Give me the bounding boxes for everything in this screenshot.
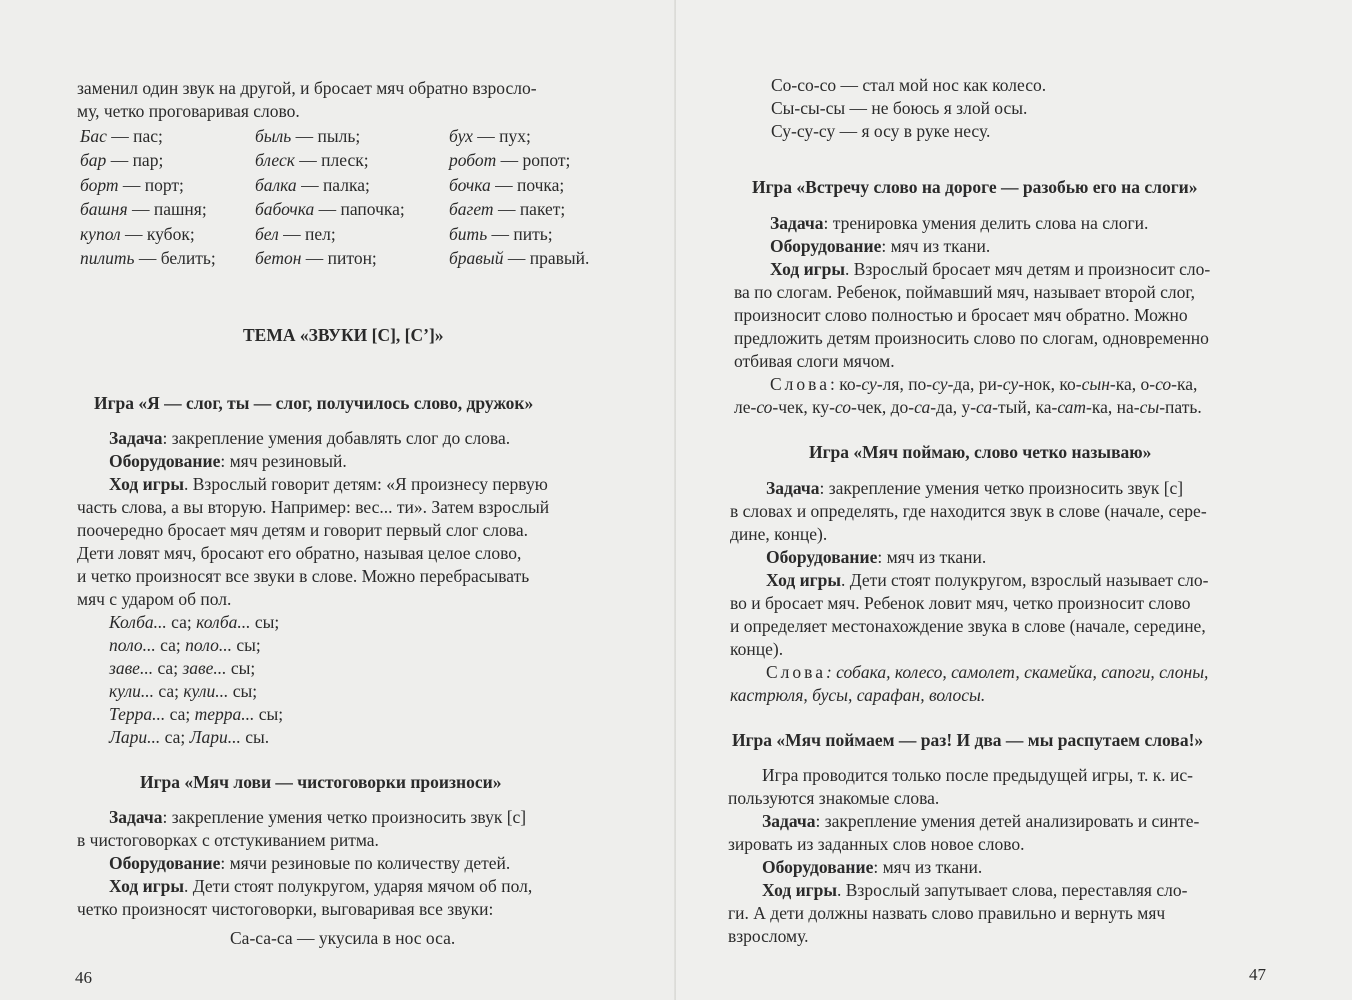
game5-course-line-3: взрослому. — [728, 926, 809, 946]
game5-task-line-2: зировать из заданных слов новое слово. — [728, 834, 1025, 854]
course-label: Ход игры — [109, 474, 184, 494]
game2-task-line-1: Задача: закрепление умения четко произносить звук [с] — [109, 807, 527, 827]
game4-course-line-4: конце). — [730, 639, 784, 659]
game4-words-line-2: кастрюля, бусы, сарафан, волосы. — [730, 685, 986, 705]
game4-words-line-1: Слова: собака, колесо, самолет, скамейка, сапоги, слоны, — [766, 662, 1209, 682]
example-line: Терра... са; терра... сы; — [109, 704, 284, 724]
example-line: Колба... са; колба... сы; — [109, 612, 280, 632]
game2-course-line-2: четко произносят чистоговорки, выговаривая все звуки: — [77, 899, 494, 919]
game1-title: Игра «Я — слог, ты — слог, получилось слово, дружок» — [94, 393, 534, 413]
game1-course-line-6: мяч с ударом об пол. — [77, 589, 232, 609]
word-pair: борт — порт; — [80, 174, 184, 195]
word-pair: блеск — плеск; — [255, 150, 369, 171]
game5-course-line-2: ги. А дети должны назвать слово правильно и вернуть мяч — [728, 903, 1166, 923]
word-pair: балка — палка; — [255, 174, 370, 195]
game1-course-line-5: и четко произносят все звуки в слове. Можно перебрасывать — [77, 566, 530, 586]
game5-task-line-1: Задача: закрепление умения детей анализировать и синте- — [762, 811, 1200, 831]
game3-title: Игра «Встречу слово на дороге — разобью его на слоги» — [752, 177, 1198, 197]
game3-course-line-4: предложить детям произносить слово по слогам, одновременно — [734, 328, 1209, 348]
task-label: Задача — [109, 428, 163, 448]
word-pairs-column-3 — [449, 124, 589, 270]
game5-title: Игра «Мяч поймаем — раз! И два — мы распутаем слова!» — [732, 730, 1204, 750]
game3-equipment: Оборудование: мяч из ткани. — [770, 236, 991, 256]
game4-course-line-1: Ход игры. Дети стоят полукругом, взрослый называет сло- — [766, 570, 1209, 590]
game3-course-line-2: ва по слогам. Ребенок, поймавший мяч, называет второй слог, — [734, 282, 1195, 302]
game1-course-line-1 — [109, 473, 548, 496]
game1-equipment — [109, 450, 347, 473]
words-list: : ко-су-ля, по-су-да, ри-су-нок, ко-сын-ка, о-со-ка, — [829, 374, 1198, 394]
game5-intro-line-2: пользуются знакомые слова. — [728, 788, 940, 808]
game3-course-line-5: отбивая слоги мячом. — [734, 351, 895, 371]
word-pair: бочка — почка; — [449, 174, 565, 195]
game5-equipment: Оборудование: мяч из ткани. — [762, 857, 983, 877]
right-page — [676, 0, 1352, 1000]
game4-course-line-2: во и бросает мяч. Ребенок ловит мяч, четко произносит слово — [730, 593, 1191, 613]
example-line: Лари... са; Лари... сы. — [109, 727, 270, 747]
word-pair: бетон — питон; — [255, 248, 377, 269]
game5-course-line-1: Ход игры. Взрослый запутывает слова, переставляя сло- — [762, 880, 1188, 900]
word-pair: бравый — правый. — [449, 248, 590, 269]
words-label: Слова — [770, 374, 830, 394]
word-pair: Бас — пас; — [80, 126, 163, 146]
verse-line-1: Со-со-со — стал мой нос как колесо. — [771, 75, 1047, 95]
example-line: заве... са; заве... сы; — [109, 658, 256, 678]
game3-course-line-1: Ход игры. Взрослый бросает мяч детям и произносит сло- — [770, 259, 1211, 279]
game1-course-line-2: часть слова, а вы вторую. Например: вес... ти». Затем взрослый — [77, 497, 550, 517]
game2-verse: Са-са-са — укусила в нос оса. — [230, 928, 456, 948]
word-pair: бух — пух; — [449, 126, 531, 146]
game4-title: Игра «Мяч поймаю, слово четко называю» — [809, 442, 1152, 462]
word-pairs-column-2 — [255, 124, 405, 270]
game2-title: Игра «Мяч лови — чистоговорки произноси» — [140, 772, 502, 792]
example-line: поло... са; поло... сы; — [109, 635, 261, 655]
example-line: кули... са; кули... сы; — [109, 681, 258, 701]
game4-course-line-3: и определяет местонахождение звука в слове (начале, середине, — [730, 616, 1206, 636]
word-pair: бабочка — папочка; — [255, 199, 405, 220]
page-number-right: 47 — [1249, 965, 1266, 984]
word-pair: пилить — белить; — [80, 248, 216, 269]
game2-course-line-1: Ход игры. Дети стоят полукругом, ударяя мячом об пол, — [109, 876, 533, 896]
game1-course-line-4: Дети ловят мяч, бросают его обратно, называя целое слово, — [77, 543, 522, 563]
game4-task-line-1: Задача: закрепление умения четко произносить звук [с] — [766, 478, 1184, 498]
word-pair: робот — ропот; — [449, 150, 571, 171]
word-pairs-column-1 — [80, 124, 216, 270]
page-number-left: 46 — [75, 968, 92, 987]
word-pair: бить — пить; — [449, 223, 553, 244]
word-pair: бел — пел; — [255, 223, 336, 244]
intro-line-1: заменил один звук на другой, и бросает мяч обратно взросло- — [77, 78, 537, 98]
word-pair: багет — пакет; — [449, 199, 566, 220]
intro-line-2: му, четко проговаривая слово. — [77, 101, 300, 121]
game1-course-line-3: поочередно бросает мяч детям и говорит первый слог слова. — [77, 520, 529, 540]
task-text: : закрепление умения добавлять слог до слова. — [162, 428, 511, 448]
game4-task-line-2: в словах и определять, где находится звук в слове (начале, сере- — [730, 501, 1207, 521]
game4-equipment: Оборудование: мяч из ткани. — [766, 547, 987, 567]
game5-intro-line-1: Игра проводится только после предыдущей игры, т. к. ис- — [762, 765, 1193, 785]
game3-words-line-2: ле-со-чек, ку-со-чек, до-са-да, у-са-тый, ка-сат-ка, на-сы-пать. — [734, 397, 1202, 417]
game4-task-line-3: дине, конце). — [730, 524, 828, 544]
word-pair: быль — пыль; — [255, 126, 361, 146]
course-text: . Взрослый говорит детям: «Я произнесу первую — [184, 474, 548, 494]
word-pair: купол — кубок; — [80, 223, 195, 244]
word-pair: бар — пар; — [80, 150, 164, 171]
theme-title: ТЕМА «ЗВУКИ [С], [С’]» — [243, 325, 444, 345]
game2-task-line-2: в чистоговорках с отстукиванием ритма. — [77, 830, 379, 850]
game3-task: Задача: тренировка умения делить слова на слоги. — [770, 213, 1149, 233]
equipment-label: Оборудование — [109, 451, 221, 471]
game2-equipment: Оборудование: мячи резиновые по количеству детей. — [109, 853, 511, 873]
game3-course-line-3: произносит слово полностью и бросает мяч обратно. Можно — [734, 305, 1188, 325]
verse-line-2: Сы-сы-сы — не боюсь я злой осы. — [771, 98, 1028, 118]
word-pair: башня — пашня; — [80, 199, 207, 220]
equipment-text: : мяч резиновый. — [220, 451, 347, 471]
game1-task — [109, 427, 510, 450]
verse-line-3: Су-су-су — я осу в руке несу. — [771, 121, 991, 141]
game3-words-line-1 — [770, 373, 1197, 396]
